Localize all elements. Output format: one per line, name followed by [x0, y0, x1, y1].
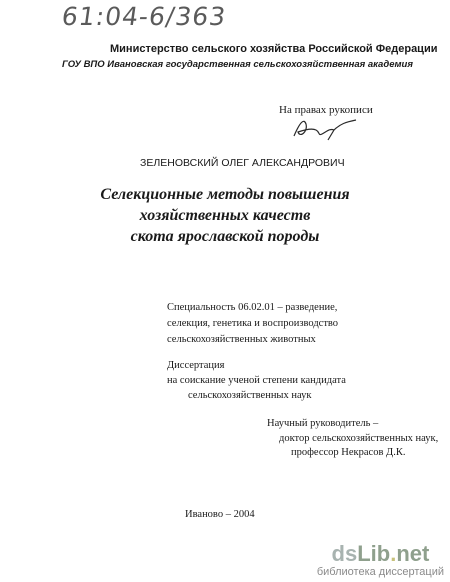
ministry-header: Министерство сельского хозяйства Российской Федерации: [110, 43, 438, 55]
city-year: Иваново – 2004: [185, 509, 255, 520]
logo-dot: .: [390, 541, 397, 566]
specialty-line: Специальность 06.02.01 – разведение,: [167, 302, 338, 313]
dissertation-type-line: на соискание ученой степени кандидата: [167, 375, 346, 386]
supervisor-line: профессор Некрасов Д.К.: [291, 447, 406, 458]
logo-lib: Lib: [357, 541, 391, 566]
dissertation-title-line: хозяйственных качеств: [139, 207, 311, 224]
logo-ds: ds: [331, 541, 358, 566]
dissertation-type-line: Диссертация: [167, 360, 225, 371]
supervisor-line: Научный руководитель –: [267, 418, 379, 429]
dslib-logo: [317, 542, 444, 566]
signature-icon: [290, 114, 360, 144]
dslib-tagline: библиотека диссертаций: [316, 566, 444, 578]
supervisor-line: доктор сельскохозяйственных наук,: [279, 433, 439, 444]
academy-header: ГОУ ВПО Ивановская государственная сельскохозяйственная академия: [62, 59, 413, 70]
dslib-watermark[interactable]: [317, 542, 444, 578]
specialty-line: селекция, генетика и воспроизводство: [167, 318, 339, 329]
logo-net: net: [396, 541, 430, 566]
dissertation-type-line: сельскохозяйственных наук: [188, 390, 312, 401]
author-name: ЗЕЛЕНОВСКИЙ ОЛЕГ АЛЕКСАНДРОВИЧ: [140, 157, 345, 169]
archive-number-handwritten: 61:04-6/363: [59, 2, 229, 31]
dissertation-title-line: Селекционные методы повышения: [100, 186, 350, 203]
manuscript-note: На правах рукописи: [279, 104, 373, 116]
specialty-line: сельскохозяйственных животных: [167, 334, 316, 345]
dissertation-title-line: скота ярославской породы: [130, 228, 320, 245]
